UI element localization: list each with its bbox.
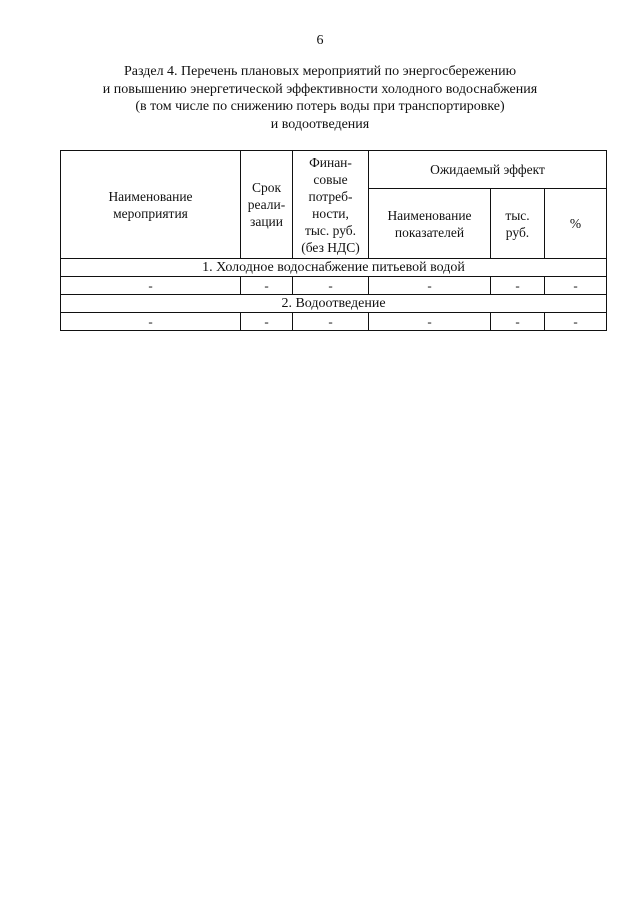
cell: - bbox=[491, 277, 545, 295]
cell: - bbox=[369, 277, 491, 295]
cell: - bbox=[293, 313, 369, 331]
header-finance: Финан- совые потреб- ности, тыс. руб. (без НДС) bbox=[293, 151, 369, 259]
section-title-sewerage: 2. Водоотведение bbox=[61, 295, 607, 313]
cell: - bbox=[293, 277, 369, 295]
cell: - bbox=[491, 313, 545, 331]
cell: - bbox=[61, 277, 241, 295]
heading-line-4: и водоотведения bbox=[270, 116, 370, 132]
header-measure-name: Наименование мероприятия bbox=[61, 151, 241, 259]
table-row bbox=[61, 277, 607, 295]
header-term: Срок реали- зации bbox=[241, 151, 293, 259]
header-indicator-name: Наименование показателей bbox=[369, 189, 491, 259]
heading-line-3: (в том числе по снижению потерь воды при транспортировке) bbox=[135, 99, 505, 114]
cell: - bbox=[545, 277, 607, 295]
section-title-cold-water: 1. Холодное водоснабжение питьевой водой bbox=[61, 259, 607, 277]
header-thousand-rub: тыс. руб. bbox=[491, 189, 545, 259]
table-row bbox=[61, 313, 607, 331]
cell: - bbox=[61, 313, 241, 331]
cell: - bbox=[369, 313, 491, 331]
section-heading bbox=[60, 63, 580, 133]
cell: - bbox=[241, 313, 293, 331]
header-percent: % bbox=[545, 189, 607, 259]
cell: - bbox=[241, 277, 293, 295]
cell: - bbox=[545, 313, 607, 331]
heading-line-1: Раздел 4. Перечень плановых мероприятий по энергосбережению bbox=[123, 64, 517, 79]
measures-table bbox=[60, 150, 607, 331]
header-expected-effect: Ожидаемый эффект bbox=[369, 151, 607, 189]
heading-line-2: и повышению энергетической эффективности холодного водоснабжения bbox=[102, 81, 538, 97]
page-number: 6 bbox=[316, 33, 324, 48]
